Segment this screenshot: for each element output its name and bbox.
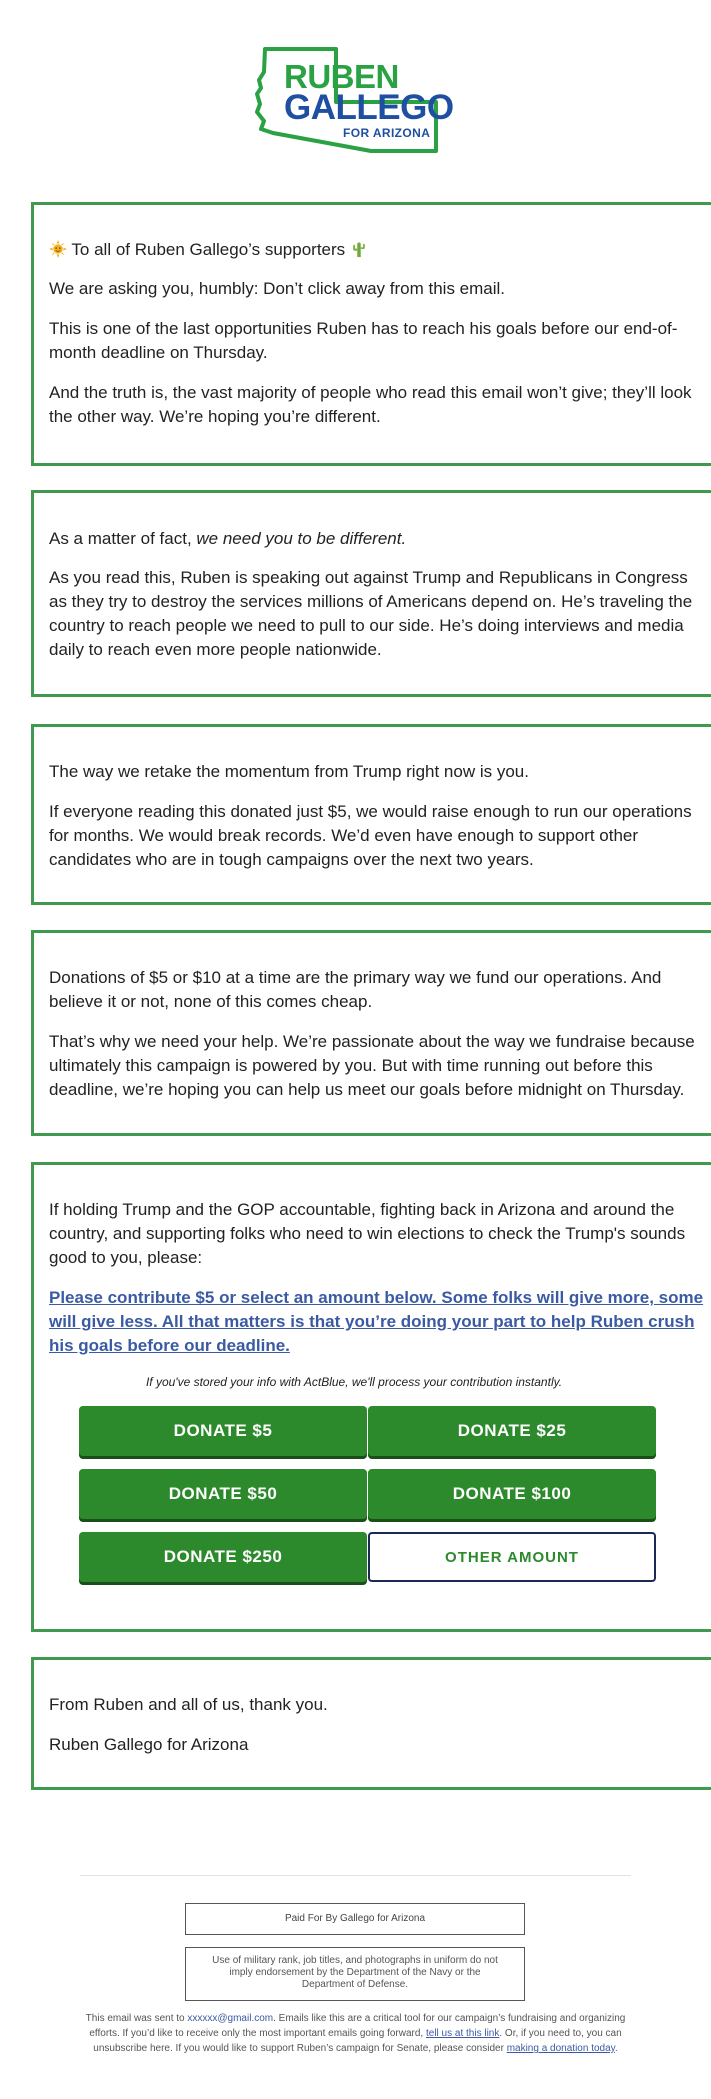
message-card-intro	[31, 202, 711, 466]
message-card-momentum	[31, 724, 711, 905]
operations-paragraph-2: That’s why we need your help. We’re passionate about the way we fundraise because ultimately this campaign is powered by you. But with time running out before this deadline, we’re hoping you can help us meet our goals before midnight on Thursday.	[49, 1032, 695, 1099]
contribute-link[interactable]: Please contribute $5 or select an amount below. Some folks will give more, some will give less. All that matters is that you’re doing your part to help Ruben crush his goals before our deadline.	[49, 1288, 704, 1355]
recipient-email: xxxxxx@gmail.com	[187, 2013, 274, 2024]
donate-50-button[interactable]: DONATE $50	[79, 1469, 367, 1519]
donate-250-button[interactable]: DONATE $250	[79, 1532, 367, 1582]
other-amount-button[interactable]: OTHER AMOUNT	[368, 1532, 656, 1582]
message-card-operations	[31, 930, 711, 1136]
footer-legal-text	[80, 2011, 631, 2056]
donate-25-button[interactable]: DONATE $25	[368, 1406, 656, 1456]
greeting-line	[49, 238, 709, 262]
footer-body-2: . Or, if you need to, you can unsubscribe here. If you would like to support Ruben’s campaign for Senate, please consider	[93, 2028, 622, 2054]
message-card-signoff	[31, 1657, 711, 1790]
different-paragraph-1	[49, 527, 709, 551]
footer-sent-to: This email was sent to	[85, 2013, 188, 2024]
campaign-logo	[251, 46, 461, 154]
intro-paragraph-2: This is one of the last opportunities Ruben has to reach his goals before our end-of-month deadline on Thursday.	[49, 319, 678, 362]
signoff-thanks: From Ruben and all of us, thank you.	[49, 1695, 328, 1714]
momentum-paragraph-1: The way we retake the momentum from Trump right now is you.	[49, 762, 529, 781]
military-disclaimer: Use of military rank, job titles, and photographs in uniform do not imply endorsement by the Department of the Navy or the Department of Defense.	[185, 1947, 525, 2001]
message-card-different	[31, 490, 711, 697]
paid-for-disclaimer: Paid For By Gallego for Arizona	[185, 1903, 525, 1935]
logo-name-first: RUBEN	[284, 58, 399, 95]
cactus-icon	[350, 240, 368, 258]
momentum-paragraph-2: If everyone reading this donated just $5, we would raise enough to run our operations for months. We would break records. We’d even have enough to support other candidates who are in tough campaigns over the next two years.	[49, 802, 692, 869]
logo-name-last: GALLEGO	[284, 88, 454, 127]
intro-paragraph-3: And the truth is, the vast majority of people who read this email won’t give; they’ll look the other way. We’re hoping you’re different.	[49, 383, 692, 426]
signoff-signature: Ruben Gallego for Arizona	[49, 1735, 249, 1754]
footer-divider	[80, 1875, 631, 1876]
different-text: As a matter of fact,	[49, 529, 197, 548]
intro-paragraph-1: We are asking you, humbly: Don’t click away from this email.	[49, 279, 506, 298]
actblue-note: If you've stored your info with ActBlue, we'll process your contribution instantly.	[145, 1375, 563, 1389]
different-emphasis: we need you to be different.	[196, 529, 407, 548]
footer-end: .	[614, 2043, 618, 2054]
footer-body-1: . Emails like this are a critical tool for our campaign’s fundraising and organizing efforts. If you’d like to receive only the most important emails going forward,	[89, 2013, 626, 2039]
greeting-text: To all of Ruben Gallego’s supporters	[71, 240, 346, 259]
donate-5-button[interactable]: DONATE $5	[79, 1406, 367, 1456]
donate-100-button[interactable]: DONATE $100	[368, 1469, 656, 1519]
donate-intro-paragraph: If holding Trump and the GOP accountable, fighting back in Arizona and around the country, and supporting folks who need to win elections to check the Trump's sounds good to you, please:	[49, 1200, 686, 1267]
logo-tagline: FOR ARIZONA	[343, 126, 431, 140]
different-paragraph-2: As you read this, Ruben is speaking out against Trump and Republicans in Congress as they try to destroy the services millions of Americans depend on. He’s traveling the country to reach people we need to pull to our side. He’s doing interviews and media daily to reach even more people nationwide.	[49, 568, 693, 659]
email-preferences-link[interactable]: tell us at this link	[425, 2028, 500, 2039]
operations-paragraph-1: Donations of $5 or $10 at a time are the primary way we fund our operations. And believe it or not, none of this comes cheap.	[49, 968, 662, 1011]
donation-link[interactable]: making a donation today	[506, 2043, 615, 2054]
message-card-donate	[31, 1162, 711, 1632]
sun-icon	[49, 240, 67, 258]
